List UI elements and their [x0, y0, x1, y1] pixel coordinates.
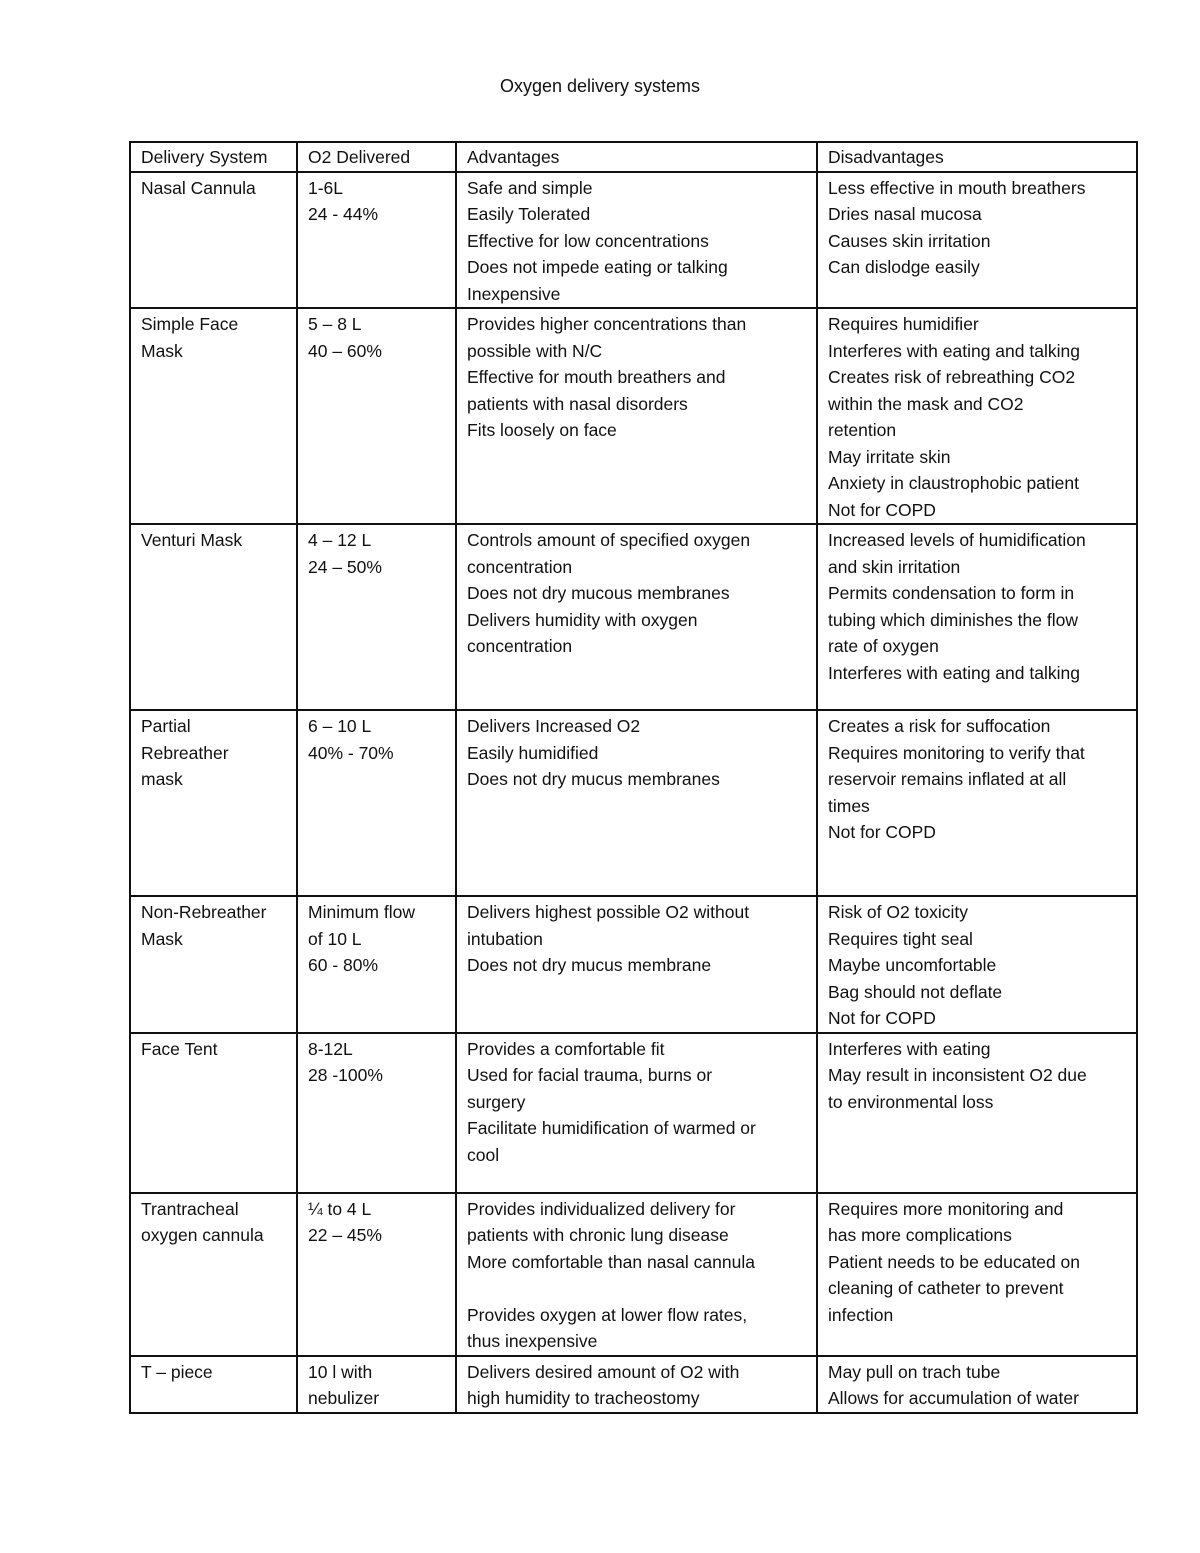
- cell-line: concentration: [467, 636, 573, 656]
- cell-line: Delivers Increased O2: [467, 716, 641, 736]
- cell-line: 28 -100%: [308, 1065, 383, 1085]
- cell-line: concentration: [467, 556, 573, 577]
- cell-line: Safe and simple: [467, 177, 593, 198]
- cell-line: 4 – 12 L: [308, 530, 372, 550]
- cell-line: May result in inconsistent O2 due: [828, 1065, 1087, 1085]
- cell-advantages: [456, 896, 817, 1033]
- cell-line: to environmental loss: [828, 1091, 994, 1112]
- cell-delivery-system: [130, 308, 297, 524]
- cell-line: Simple Face: [141, 314, 239, 334]
- cell-line: 8-12L: [308, 1038, 353, 1059]
- cell-line: Fits loosely on face: [467, 420, 617, 440]
- cell-line: Delivers highest possible O2 without: [467, 902, 750, 922]
- cell-line: Patient needs to be educated on: [828, 1251, 1081, 1272]
- cell-line: has more complications: [828, 1225, 1012, 1245]
- table-row: [130, 710, 1137, 896]
- cell-line: Inexpensive: [467, 283, 561, 304]
- header-o2-delivered: O2 Delivered: [297, 142, 456, 172]
- cell-disadvantages: [817, 1193, 1137, 1356]
- cell-line: of 10 L: [308, 928, 362, 949]
- cell-line: Facilitate humidification of warmed or: [467, 1118, 756, 1138]
- cell-line: Creates a risk for suffocation: [828, 716, 1051, 736]
- cell-line: Easily Tolerated: [467, 204, 591, 224]
- cell-line: Effective for mouth breathers and: [467, 367, 726, 387]
- cell-line: Causes skin irritation: [828, 230, 991, 251]
- cell-line: Can dislodge easily: [828, 257, 980, 277]
- cell-line: Easily humidified: [467, 742, 599, 763]
- cell-line: 1-6L: [308, 177, 344, 198]
- table-row: [130, 1193, 1137, 1356]
- cell-line: Provides higher concentrations than: [467, 314, 747, 334]
- cell-line: possible with N/C: [467, 340, 603, 361]
- cell-disadvantages: [817, 896, 1137, 1033]
- cell-line: thus inexpensive: [467, 1331, 598, 1351]
- cell-line: Venturi Mask: [141, 530, 243, 550]
- cell-line: Risk of O2 toxicity: [828, 902, 969, 922]
- cell-line: mask: [141, 769, 183, 789]
- cell-line: 22 – 45%: [308, 1225, 382, 1245]
- cell-o2-delivered: [297, 308, 456, 524]
- cell-line: Mask: [141, 928, 183, 949]
- cell-delivery-system: [130, 172, 297, 309]
- cell-line: 40 – 60%: [308, 340, 382, 361]
- cell-line: 5 – 8 L: [308, 314, 362, 334]
- cell-advantages: [456, 1193, 817, 1356]
- cell-line: times: [828, 795, 870, 816]
- cell-line: Delivers humidity with oxygen: [467, 609, 698, 630]
- cell-line: Rebreather: [141, 742, 229, 763]
- cell-line: Non-Rebreather: [141, 902, 267, 922]
- cell-line: cool: [467, 1144, 500, 1165]
- cell-line: Minimum flow: [308, 902, 415, 922]
- cell-line: Partial: [141, 716, 191, 736]
- cell-delivery-system: [130, 896, 297, 1033]
- cell-advantages: [456, 172, 817, 309]
- cell-delivery-system: [130, 1033, 297, 1193]
- cell-advantages: [456, 710, 817, 896]
- cell-line: 60 - 80%: [308, 955, 379, 975]
- cell-line: Delivers desired amount of O2 with: [467, 1361, 740, 1382]
- table-row: [130, 308, 1137, 524]
- page-title: Oxygen delivery systems: [499, 76, 701, 96]
- cell-line: and skin irritation: [828, 556, 961, 577]
- cell-line: infection: [828, 1304, 894, 1325]
- cell-line: retention: [828, 420, 897, 440]
- cell-line: Used for facial trauma, burns or: [467, 1065, 713, 1085]
- cell-advantages: [456, 1356, 817, 1413]
- cell-line: 6 – 10 L: [308, 716, 372, 736]
- cell-line: Nasal Cannula: [141, 177, 256, 198]
- cell-line: Provides individualized delivery for: [467, 1198, 736, 1219]
- cell-line: Requires monitoring to verify that: [828, 742, 1085, 763]
- cell-line: Requires more monitoring and: [828, 1198, 1064, 1219]
- oxygen-delivery-table: [129, 141, 1138, 1414]
- cell-line: cleaning of catheter to prevent: [828, 1278, 1064, 1298]
- cell-line: Maybe uncomfortable: [828, 955, 997, 975]
- cell-line: Not for COPD: [828, 822, 936, 842]
- cell-line: Increased levels of humidification: [828, 530, 1086, 550]
- cell-line: 40% - 70%: [308, 742, 394, 763]
- table-row: [130, 1356, 1137, 1413]
- header-row: [130, 142, 1137, 172]
- table-row: [130, 1033, 1137, 1193]
- cell-line: Effective for low concentrations: [467, 230, 709, 251]
- cell-line: Interferes with eating and talking: [828, 340, 1080, 361]
- cell-disadvantages: [817, 524, 1137, 710]
- header-delivery-system: Delivery System: [130, 142, 297, 172]
- cell-line: high humidity to tracheostomy: [467, 1388, 700, 1408]
- cell-delivery-system: [130, 710, 297, 896]
- cell-line: May irritate skin: [828, 446, 951, 467]
- cell-o2-delivered: [297, 524, 456, 710]
- cell-line: within the mask and CO2: [828, 393, 1024, 414]
- cell-line: More comfortable than nasal cannula: [467, 1251, 755, 1272]
- cell-line: Dries nasal mucosa: [828, 204, 982, 224]
- cell-line: tubing which diminishes the flow: [828, 609, 1078, 630]
- cell-disadvantages: [817, 172, 1137, 309]
- cell-line: patients with nasal disorders: [467, 393, 688, 414]
- table-row: [130, 896, 1137, 1033]
- cell-o2-delivered: [297, 1033, 456, 1193]
- cell-disadvantages: [817, 308, 1137, 524]
- cell-o2-delivered: [297, 710, 456, 896]
- cell-delivery-system: [130, 524, 297, 710]
- cell-delivery-system: [130, 1193, 297, 1356]
- cell-line: Trantracheal: [141, 1198, 239, 1219]
- cell-advantages: [456, 524, 817, 710]
- cell-line: Less effective in mouth breathers: [828, 177, 1086, 198]
- cell-line: 24 - 44%: [308, 204, 379, 224]
- table-row: [130, 524, 1137, 710]
- cell-line: Does not dry mucus membrane: [467, 955, 712, 975]
- cell-disadvantages: [817, 1356, 1137, 1413]
- cell-line: surgery: [467, 1091, 526, 1112]
- cell-line: Permits condensation to form in: [828, 583, 1075, 603]
- cell-line: Not for COPD: [828, 1008, 936, 1028]
- cell-line: Not for COPD: [828, 499, 936, 520]
- cell-line: Does not dry mucus membranes: [467, 769, 720, 789]
- table-row: [130, 172, 1137, 309]
- cell-line: Anxiety in claustrophobic patient: [828, 473, 1079, 493]
- cell-line: 24 – 50%: [308, 556, 382, 577]
- cell-line: T – piece: [141, 1361, 213, 1382]
- cell-line: Does not dry mucous membranes: [467, 583, 730, 603]
- cell-advantages: [456, 308, 817, 524]
- cell-line: Does not impede eating or talking: [467, 257, 728, 277]
- cell-line: Bag should not deflate: [828, 981, 1003, 1002]
- cell-line: Provides a comfortable fit: [467, 1038, 665, 1059]
- cell-line: Controls amount of specified oxygen: [467, 530, 751, 550]
- cell-line: May pull on trach tube: [828, 1361, 1001, 1382]
- cell-line: ¼ to 4 L: [308, 1198, 372, 1219]
- cell-line: reservoir remains inflated at all: [828, 769, 1067, 789]
- cell-o2-delivered: [297, 1356, 456, 1413]
- cell-o2-delivered: [297, 172, 456, 309]
- cell-line: 10 l with: [308, 1361, 373, 1382]
- cell-line: oxygen cannula: [141, 1225, 264, 1245]
- cell-line: Allows for accumulation of water: [828, 1388, 1079, 1408]
- header-disadvantages: Disadvantages: [817, 142, 1137, 172]
- cell-line: Requires humidifier: [828, 314, 979, 334]
- cell-line: Interferes with eating and talking: [828, 662, 1080, 683]
- cell-advantages: [456, 1033, 817, 1193]
- cell-line: Provides oxygen at lower flow rates,: [467, 1304, 748, 1325]
- cell-line: patients with chronic lung disease: [467, 1225, 729, 1245]
- cell-line: Interferes with eating: [828, 1038, 991, 1059]
- cell-line: Requires tight seal: [828, 928, 973, 949]
- cell-disadvantages: [817, 1033, 1137, 1193]
- cell-disadvantages: [817, 710, 1137, 896]
- cell-line: Mask: [141, 340, 183, 361]
- cell-o2-delivered: [297, 1193, 456, 1356]
- cell-line: Creates risk of rebreathing CO2: [828, 367, 1076, 387]
- cell-o2-delivered: [297, 896, 456, 1033]
- cell-line: nebulizer: [308, 1388, 380, 1408]
- cell-line: Face Tent: [141, 1038, 218, 1059]
- cell-delivery-system: [130, 1356, 297, 1413]
- blank-line: [467, 1275, 812, 1302]
- table-body: [130, 172, 1137, 1413]
- cell-line: intubation: [467, 928, 543, 949]
- cell-line: rate of oxygen: [828, 636, 939, 656]
- header-advantages: Advantages: [456, 142, 817, 172]
